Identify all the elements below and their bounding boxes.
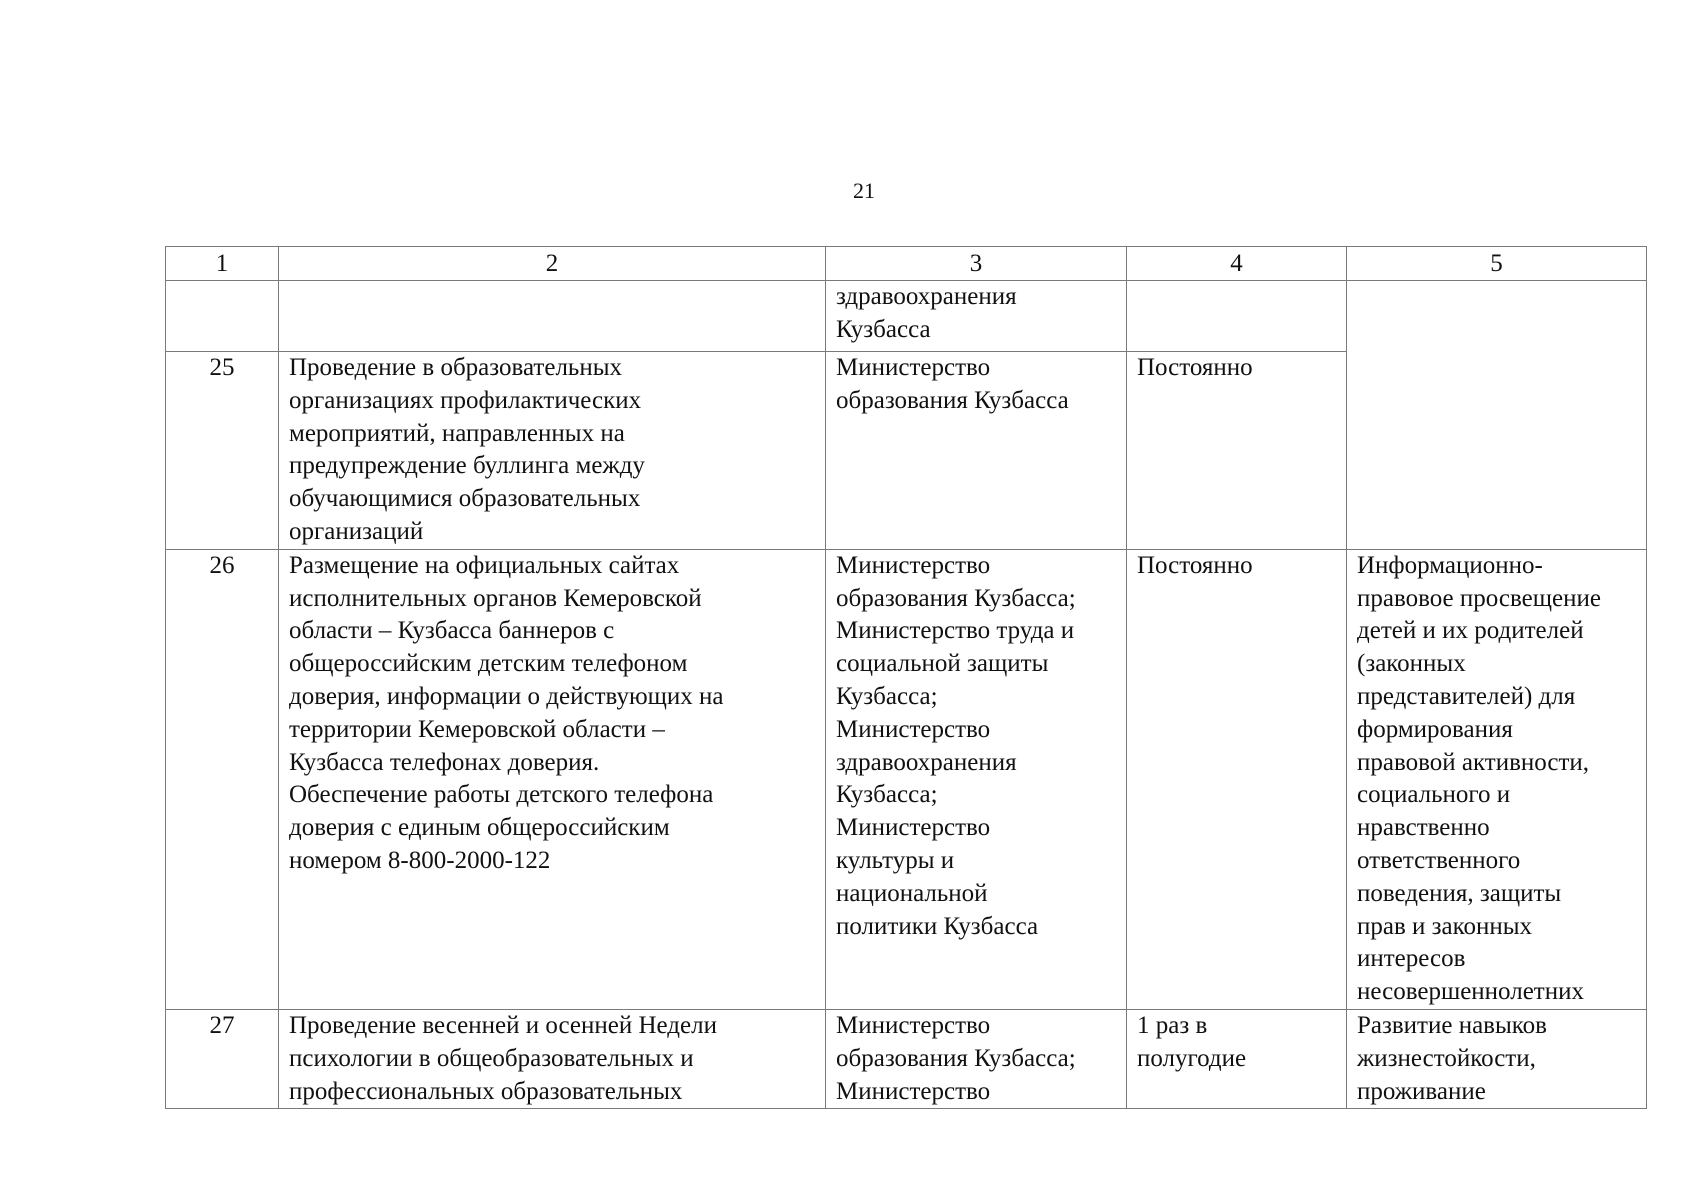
action-cell [279, 352, 826, 550]
header-col-5: 5 [1347, 247, 1647, 281]
result-line: нравственно [1357, 814, 1490, 842]
result-line: детей и их родителей [1357, 617, 1584, 645]
action-line: организаций [289, 517, 424, 545]
action-line: организациях профилактических [289, 386, 642, 414]
result-cell [1347, 1009, 1647, 1108]
result-line: представителей) для [1357, 682, 1576, 710]
executor-line: Министерство [836, 1011, 991, 1039]
result-cell [1347, 549, 1647, 1009]
action-line: территории Кемеровской области – [289, 715, 665, 743]
term-cell [1127, 1009, 1347, 1108]
result-line: правовой активности, [1357, 748, 1590, 776]
action-cell [279, 1009, 826, 1108]
action-line: мероприятий, направленных на [289, 419, 625, 447]
row-number-cell: 27 [166, 1009, 279, 1108]
executor-line: Кузбасса; [836, 682, 938, 710]
action-line: обучающимися образовательных [289, 485, 641, 513]
executor-line: Министерство труда и [836, 617, 1075, 645]
term-cell [1127, 281, 1347, 352]
table-row [166, 1009, 1647, 1108]
action-line: Проведение весенней и осенней Недели [289, 1011, 717, 1039]
executor-cell [826, 281, 1127, 352]
row-number-cell [166, 281, 279, 352]
row-number-cell: 26 [166, 549, 279, 1009]
table-header-row [166, 247, 1647, 281]
table-row [166, 281, 1647, 352]
result-line: несовершеннолетних [1357, 978, 1584, 1006]
action-line: Размещение на официальных сайтах [289, 551, 680, 579]
executor-cell [826, 352, 1127, 550]
result-line: интересов [1357, 945, 1466, 973]
action-line: предупреждение буллинга между [289, 452, 645, 480]
result-line: ответственного [1357, 846, 1521, 874]
executor-line: Кузбасса [836, 315, 931, 343]
action-cell [279, 549, 826, 1009]
executor-line: национальной [836, 879, 988, 907]
action-line: доверия, информации о действующих на [289, 682, 724, 710]
term-line: 1 раз в [1137, 1011, 1208, 1039]
executor-cell [826, 1009, 1127, 1108]
result-line: проживание [1357, 1077, 1486, 1105]
action-line: исполнительных органов Кемеровской [289, 584, 702, 612]
term-line: Постоянно [1137, 354, 1253, 381]
executor-line: здравоохранения [836, 748, 1017, 776]
executor-line: Министерство [836, 814, 991, 842]
executor-line: образования Кузбасса; [836, 1044, 1076, 1072]
action-line: номером 8-800-2000-122 [289, 846, 551, 874]
header-col-2: 2 [279, 247, 826, 281]
header-col-3: 3 [826, 247, 1127, 281]
term-cell [1127, 549, 1347, 1009]
executor-line: культуры и [836, 846, 955, 874]
executor-line: Министерство [836, 551, 991, 579]
executor-line: социальной защиты [836, 650, 1049, 678]
result-line: прав и законных [1357, 912, 1533, 940]
result-cell [1347, 281, 1647, 550]
result-line: Развитие навыков [1357, 1011, 1547, 1039]
action-line: общероссийским детским телефоном [289, 650, 688, 678]
executor-line: Министерство [836, 354, 991, 381]
action-line: профессиональных образовательных [289, 1077, 683, 1105]
result-line: формирования [1357, 715, 1513, 743]
action-line: Кузбасса телефонах доверия. [289, 748, 600, 776]
result-line: (законных [1357, 650, 1466, 678]
term-line: полугодие [1137, 1044, 1247, 1072]
action-line: Проведение в образовательных [289, 354, 622, 381]
executor-line: политики Кузбасса [836, 912, 1039, 940]
result-line: жизнестойкости, [1357, 1044, 1536, 1072]
action-line: доверия с единым общероссийским [289, 814, 670, 842]
document-table [165, 246, 1647, 1109]
result-line: правовое просвещение [1357, 584, 1601, 612]
action-cell [279, 281, 826, 352]
action-line: области – Кузбасса баннеров с [289, 617, 615, 645]
executor-line: Министерство [836, 1077, 991, 1105]
executor-line: образования Кузбасса; [836, 584, 1076, 612]
executor-line: образования Кузбасса [836, 386, 1069, 414]
executor-line: здравоохранения [836, 283, 1017, 310]
action-line: психологии в общеобразовательных и [289, 1044, 694, 1072]
executor-cell [826, 549, 1127, 1009]
result-line: социального и [1357, 781, 1511, 809]
table-row [166, 549, 1647, 1009]
term-line: Постоянно [1137, 551, 1253, 579]
header-col-1: 1 [166, 247, 279, 281]
executor-line: Министерство [836, 715, 991, 743]
term-cell [1127, 352, 1347, 550]
result-line: поведения, защиты [1357, 879, 1562, 907]
row-number-cell: 25 [166, 352, 279, 550]
executor-line: Кузбасса; [836, 781, 938, 809]
header-col-4: 4 [1127, 247, 1347, 281]
page-number: 21 [853, 178, 875, 203]
result-line: Информационно- [1357, 551, 1543, 579]
action-line: Обеспечение работы детского телефона [289, 781, 714, 809]
